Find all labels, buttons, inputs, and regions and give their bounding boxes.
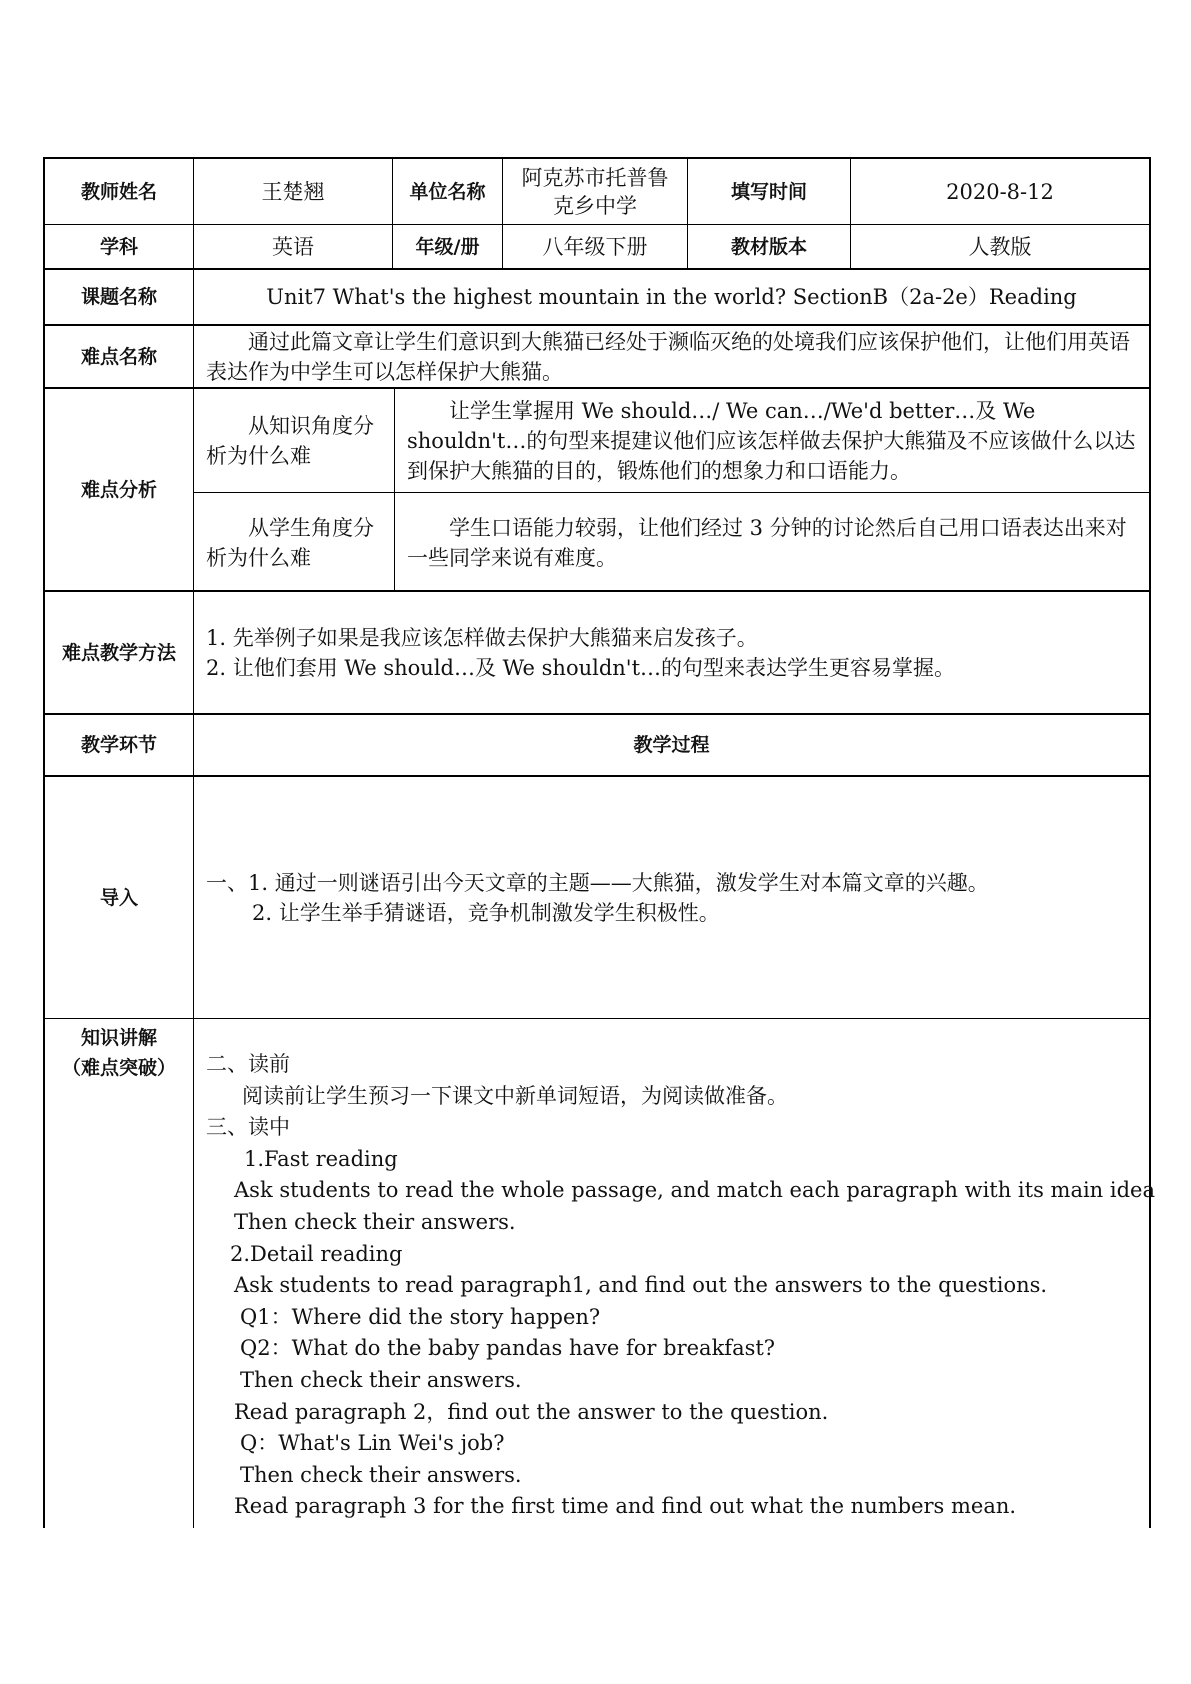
unit-name-value: [502, 159, 687, 224]
knowledge-angle-label-cell: [193, 389, 394, 492]
knowledge-line: Then check their answers.: [234, 1209, 516, 1234]
difficulty-label: 难点名称: [80, 345, 157, 368]
analysis-row: [45, 389, 1149, 592]
subject-label: 学科: [99, 235, 138, 258]
knowledge-line: 三、读中: [206, 1115, 290, 1140]
knowledge-angle-text: 让学生掌握用 We should…/ We can…/We'd better…及 We shouldn't…的句型来提建议他们应该怎样做去保护大熊猫及不应该做什么以达到保护大熊猫的目的，锻炼他们的想象力和口语能力。: [407, 398, 1136, 483]
intro-line-2: 2. 让学生举手猜谜语，竞争机制激发学生积极性。: [252, 900, 720, 925]
knowledge-line: Q1：Where did the story happen?: [240, 1304, 601, 1329]
fill-date-label: 填写时间: [687, 159, 850, 224]
intro-line-1: 一、1. 通过一则谜语引出今天文章的主题——大熊猫，激发学生对本篇文章的兴趣。: [206, 870, 989, 895]
knowledge-text-cell: [193, 1019, 1155, 1528]
stage-header: 教学环节: [80, 734, 157, 756]
knowledge-line: Read paragraph 2，find out the answer to the question.: [234, 1399, 829, 1424]
method-line-1: 1. 先举例子如果是我应该怎样做去保护大熊猫来启发孩子。: [206, 625, 758, 650]
lesson-plan-table: [43, 157, 1155, 1528]
difficulty-text: 通过此篇文章让学生们意识到大熊猫已经处于濒临灭绝的处境我们应该保护他们，让他们用英语表达作为中学生可以怎样保护大熊猫。: [206, 329, 1130, 384]
analysis-label: 难点分析: [80, 478, 157, 501]
knowledge-row: [45, 1019, 1155, 1528]
method-label: 难点教学方法: [61, 641, 176, 664]
method-row: [45, 592, 1149, 715]
unit-name-line-2: 克乡中学: [553, 193, 637, 218]
subject-value: 英语: [193, 225, 392, 268]
header-row-1: [45, 159, 1149, 225]
unit-name-line-1: 阿克苏市托普鲁: [521, 165, 669, 190]
student-angle-text-cell: [394, 493, 1149, 592]
knowledge-line: Ask students to read paragraph1, and find out the answers to the questions.: [234, 1273, 1048, 1298]
knowledge-label-line-2: （难点突破）: [61, 1057, 176, 1079]
knowledge-line: Ask students to read the whole passage, and match each paragraph with its main idea: [234, 1178, 1155, 1203]
knowledge-line: 1.Fast reading: [244, 1146, 398, 1171]
unit-name-label: 单位名称: [392, 159, 502, 224]
knowledge-line: 2.Detail reading: [230, 1241, 403, 1266]
knowledge-line: Q2：What do the baby pandas have for breakfast?: [240, 1336, 776, 1361]
topic-row: [45, 270, 1149, 326]
edition-label: 教材版本: [687, 225, 850, 268]
student-angle-label: 从学生角度分析为什么难: [206, 515, 374, 570]
analysis-student-row: [193, 493, 1149, 592]
grade-label: 年级/册: [392, 225, 502, 268]
knowledge-line: Read paragraph 3 for the first time and find out what the numbers mean.: [234, 1494, 1017, 1519]
method-text-cell: [193, 592, 1149, 713]
method-line-2: 2. 让他们套用 We should…及 We shouldn't…的句型来表达学生更容易掌握。: [206, 655, 956, 680]
difficulty-row: [45, 326, 1149, 389]
intro-row: [45, 777, 1149, 1019]
topic-value: Unit7 What's the highest mountain in the world? SectionB（2a-2e）Reading: [193, 270, 1149, 324]
topic-label: 课题名称: [80, 286, 157, 308]
knowledge-line: 二、读前: [206, 1052, 290, 1076]
knowledge-line: Then check their answers.: [240, 1462, 522, 1487]
edition-value: 人教版: [850, 225, 1149, 268]
header-row-2: [45, 225, 1149, 270]
grade-value: 八年级下册: [502, 225, 687, 268]
knowledge-label: [45, 1019, 193, 1528]
process-header-row: [45, 715, 1149, 777]
fill-date-value: 2020-8-12: [850, 159, 1149, 224]
analysis-knowledge-row: [193, 389, 1149, 493]
knowledge-angle-text-cell: [394, 389, 1149, 492]
knowledge-angle-label: 从知识角度分析为什么难: [206, 413, 374, 468]
teacher-name-label: 教师姓名: [80, 180, 157, 203]
knowledge-label-line-1: 知识讲解: [80, 1027, 157, 1049]
student-angle-label-cell: [193, 493, 394, 592]
knowledge-line: Then check their answers.: [240, 1367, 522, 1392]
student-angle-text: 学生口语能力较弱，让他们经过 3 分钟的讨论然后自己用口语表达出来对一些同学来说有难度。: [407, 515, 1127, 570]
process-header: 教学过程: [193, 715, 1149, 775]
difficulty-text-cell: [193, 326, 1149, 387]
teacher-name-value: 王楚翘: [193, 159, 392, 224]
intro-text-cell: [193, 777, 1149, 1018]
knowledge-line: Q：What's Lin Wei's job?: [240, 1431, 505, 1456]
intro-label: 导入: [99, 886, 138, 909]
knowledge-line: 阅读前让学生预习一下课文中新单词短语，为阅读做准备。: [242, 1083, 788, 1108]
